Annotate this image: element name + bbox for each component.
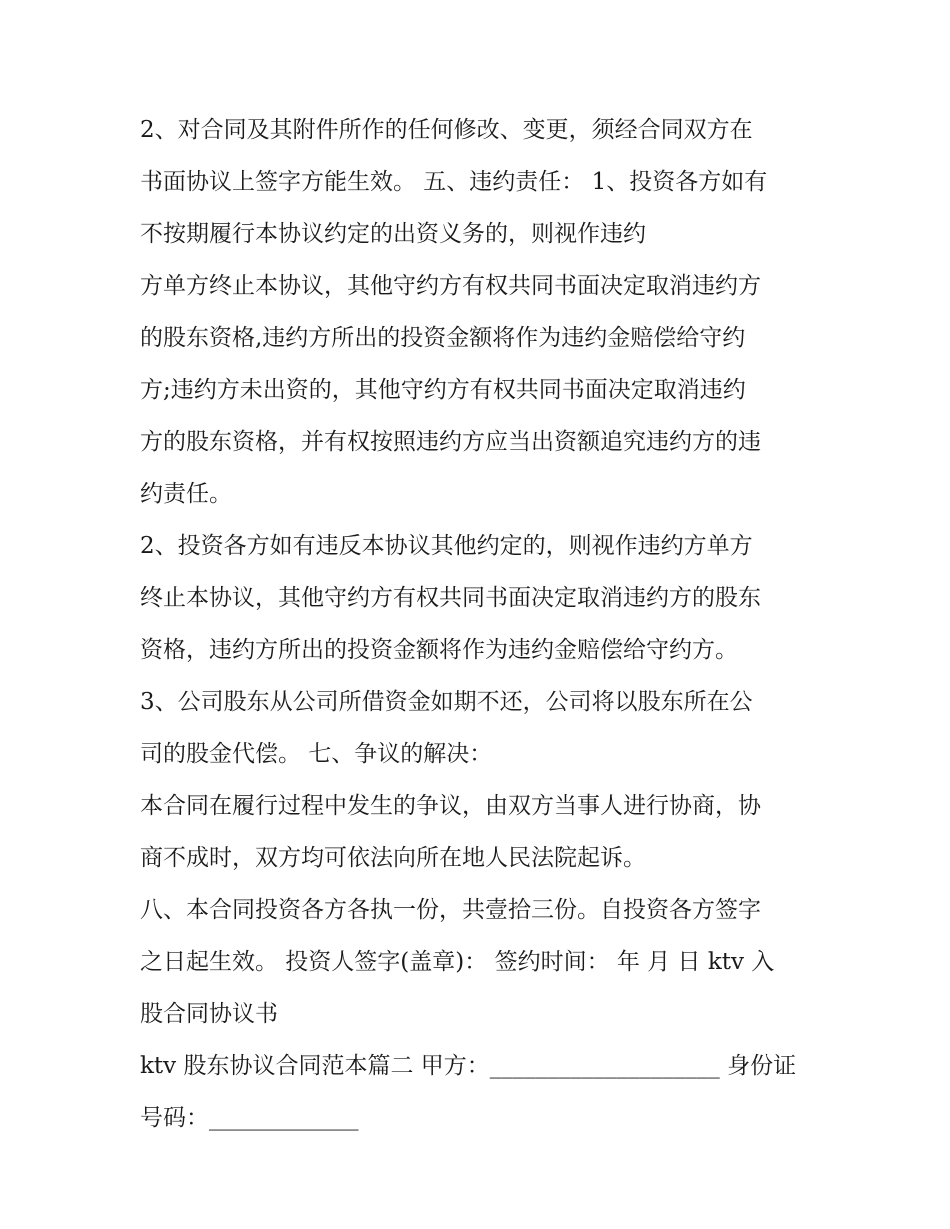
document-body (140, 104, 820, 1144)
text-line: 约责任。 (140, 481, 232, 507)
text-line: 的股东资格,违约方所出的投资金额将作为违约金赔偿给守约 (140, 325, 746, 351)
text-line: 不按期履行本协议约定的出资义务的，则视作违约 (140, 221, 646, 247)
text-line: 商不成时，双方均可依法向所在地人民法院起诉。 (140, 845, 646, 871)
text-line: 之日起生效。 投资人签字(盖章)： 签约时间： 年 月 日 ktv 入 (140, 949, 775, 975)
text-line: 书面协议上签字方能生效。 五、违约责任： 1、投资各方如有 (140, 169, 768, 195)
text-line: 方;违约方未出资的，其他守约方有权共同书面决定取消违约 (140, 377, 746, 403)
text-line: 方单方终止本协议，其他守约方有权共同书面决定取消违约方 (140, 273, 761, 299)
text-line: 2、投资各方如有违反本协议其他约定的，则视作违约方单方 (140, 533, 753, 559)
text-line: ktv 股东协议合同范本篇二 甲方：____________________ 身份证 (140, 1053, 797, 1079)
text-line: 股合同协议书 (140, 1001, 278, 1027)
text-line: 方的股东资格，并有权按照违约方应当出资额追究违约方的违 (140, 429, 761, 455)
text-line: 资格，违约方所出的投资金额将作为违约金赔偿给守约方。 (140, 637, 738, 663)
text-line: 号码：_____________ (140, 1105, 359, 1131)
text-line: 2、对合同及其附件所作的任何修改、变更，须经合同双方在 (140, 117, 753, 143)
text-line: 八、本合同投资各方各执一份，共壹拾三份。自投资各方签字 (140, 897, 761, 923)
text-line: 本合同在履行过程中发生的争议，由双方当事人进行协商，协 (140, 793, 761, 819)
text-line: 3、公司股东从公司所借资金如期不还，公司将以股东所在公 (140, 689, 753, 715)
text-line: 终止本协议，其他守约方有权共同书面决定取消违约方的股东 (140, 585, 761, 611)
text-line: 司的股金代偿。 七、争议的解决： (140, 741, 493, 767)
